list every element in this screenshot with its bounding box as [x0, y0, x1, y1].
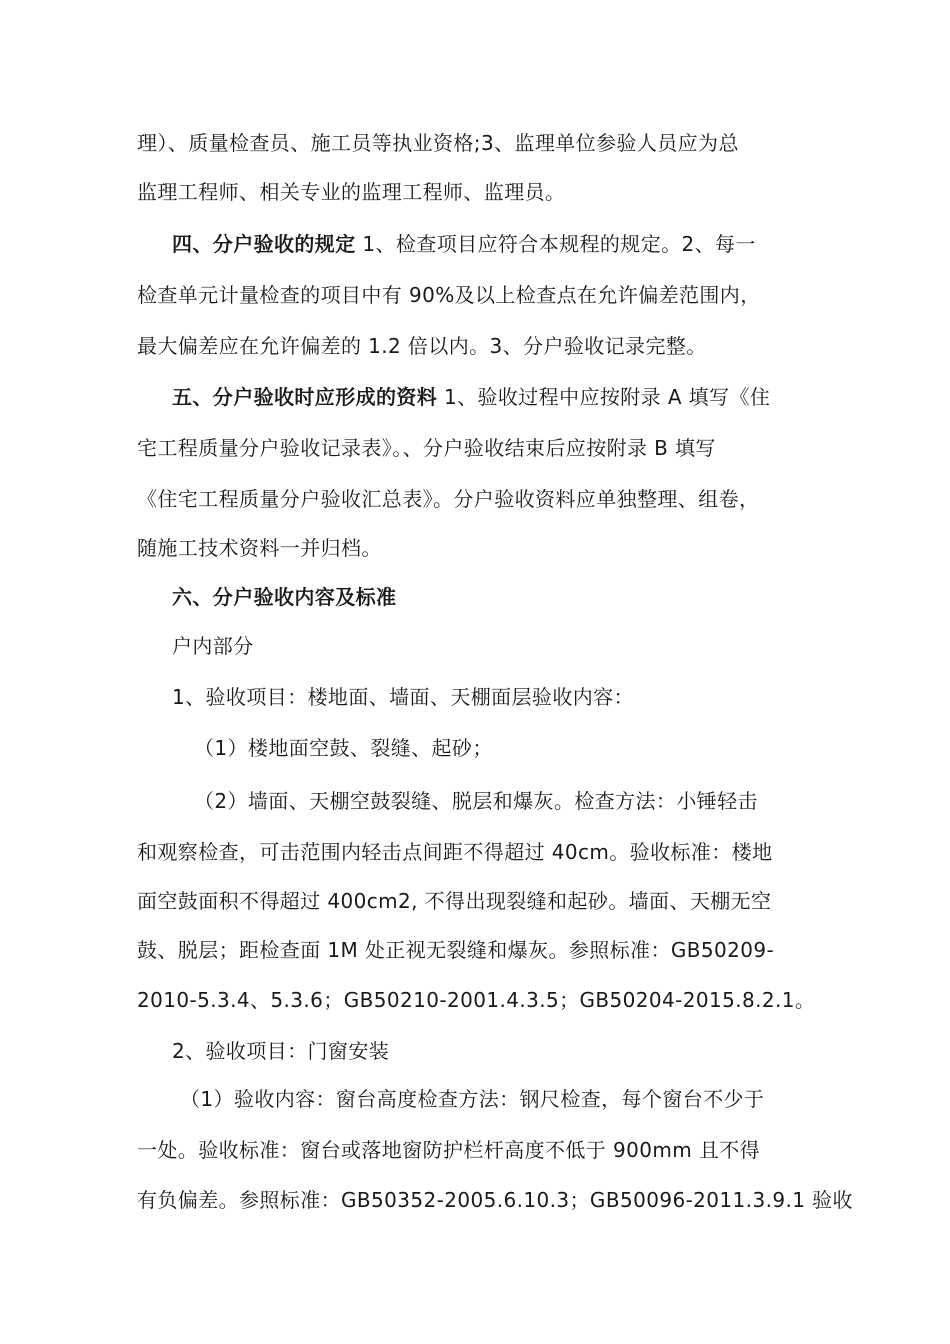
- section-heading-line: 四、分户验收的规定 1、检查项目应符合本规程的规定。2、每一: [172, 232, 756, 256]
- paragraph-line: 2010-5.3.4、5.3.6；GB50210-2001.4.3.5；GB50204-2015.8.2.1。: [137, 988, 816, 1012]
- paragraph-line: 监理工程师、相关专业的监理工程师、监理员。: [137, 180, 566, 204]
- paragraph-line: （1）验收内容：窗台高度检查方法：钢尺检查，每个窗台不少于: [180, 1087, 765, 1111]
- paragraph-line: 和观察检查，可击范围内轻击点间距不得超过 40cm。验收标准：楼地: [137, 840, 773, 864]
- section-heading-line: 五、分户验收时应形成的资料 1、验收过程中应按附录 A 填写《住: [172, 385, 771, 409]
- paragraph-line: 一处。验收标准：窗台或落地窗防护栏杆高度不低于 900mm 且不得: [137, 1138, 761, 1162]
- paragraph-line: 最大偏差应在允许偏差的 1.2 倍以内。3、分户验收记录完整。: [137, 334, 707, 358]
- paragraph-line: 鼓、脱层；距检查面 1M 处正视无裂缝和爆灰。参照标准：GB50209-: [137, 938, 775, 962]
- paragraph-line: 户内部分: [172, 634, 254, 658]
- section-heading: 四、分户验收的规定: [172, 232, 356, 256]
- paragraph-line: （2）墙面、天棚空鼓裂缝、脱层和爆灰。检查方法：小锤轻击: [194, 789, 758, 813]
- paragraph-line: 2、验收项目：门窗安装: [172, 1039, 390, 1063]
- paragraph-line: 有负偏差。参照标准：GB50352-2005.6.10.3；GB50096-2011.3.9.1 验收: [137, 1188, 853, 1212]
- paragraph-line: 1、验收项目：楼地面、墙面、天棚面层验收内容：: [172, 685, 634, 709]
- paragraph-line: 随施工技术资料一并归档。: [137, 536, 382, 560]
- section-heading-line: [172, 584, 396, 610]
- paragraph-line: 理）、质量检查员、施工员等执业资格;3、监理单位参验人员应为总: [137, 131, 739, 155]
- paragraph-line: 《住宅工程质量分户验收汇总表》。分户验收资料应单独整理、组卷，: [137, 487, 760, 511]
- paragraph-line: 宅工程质量分户验收记录表》。、分户验收结束后应按附录 B 填写: [137, 436, 716, 460]
- section-heading: 五、分户验收时应形成的资料: [172, 385, 438, 409]
- section-heading: 六、分户验收内容及标准: [172, 585, 397, 609]
- paragraph-line: 面空鼓面积不得超过 400cm2, 不得出现裂缝和起砂。墙面、天棚无空: [137, 889, 772, 913]
- paragraph-line: 检查单元计量检查的项目中有 90%及以上检查点在允许偏差范围内，: [137, 283, 761, 307]
- paragraph-line: （1）楼地面空鼓、裂缝、起砂；: [194, 736, 493, 760]
